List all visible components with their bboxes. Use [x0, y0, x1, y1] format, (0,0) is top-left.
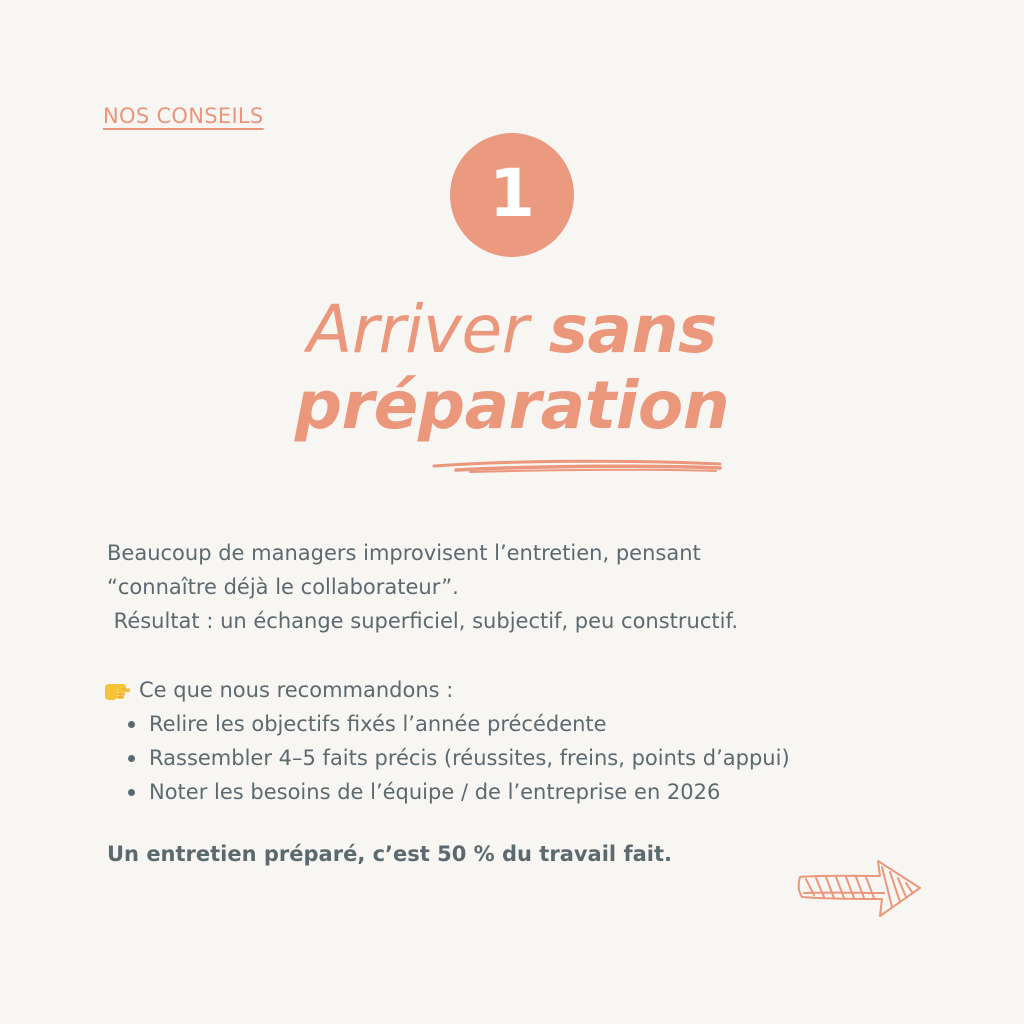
title-underline-icon: [430, 458, 724, 476]
recommendations: [103, 673, 943, 809]
title-line-1: [0, 292, 1024, 368]
list-item-text: Relire les objectifs fixés l’année précédente: [149, 712, 607, 736]
bullet-icon: [128, 755, 135, 762]
title-bold-2: préparation: [294, 367, 730, 444]
pointing-hand-icon: [103, 679, 133, 701]
title-light: Arriver: [307, 291, 549, 368]
bullet-icon: [128, 789, 135, 796]
intro-text: [107, 536, 927, 638]
title-line-2: [0, 368, 1024, 444]
intro-line-3: Résultat : un échange superficiel, subjectif, peu constructif.: [107, 609, 739, 633]
page-title: [0, 292, 1024, 444]
intro-line-2: “connaître déjà le collaborateur”.: [107, 575, 459, 599]
recommendations-list: [103, 707, 943, 809]
list-item: [125, 707, 943, 741]
list-item-text: Noter les besoins de l’équipe / de l’entreprise en 2026: [149, 780, 721, 804]
next-arrow-icon[interactable]: [796, 855, 926, 921]
section-label: NOS CONSEILS: [103, 104, 264, 128]
recommendations-heading: [103, 673, 943, 707]
bullet-icon: [128, 721, 135, 728]
list-item-text: Rassembler 4–5 faits précis (réussites, freins, points d’appui): [149, 746, 790, 770]
title-bold-1: sans: [548, 291, 717, 368]
step-number: 1: [489, 155, 535, 232]
step-badge: [450, 133, 574, 257]
recommendations-heading-text: Ce que nous recommandons :: [139, 678, 454, 702]
list-item: [125, 741, 943, 775]
conclusion-text: Un entretien préparé, c’est 50 % du travail fait.: [107, 842, 672, 866]
list-item: [125, 775, 943, 809]
intro-line-1: Beaucoup de managers improvisent l’entretien, pensant: [107, 541, 701, 565]
